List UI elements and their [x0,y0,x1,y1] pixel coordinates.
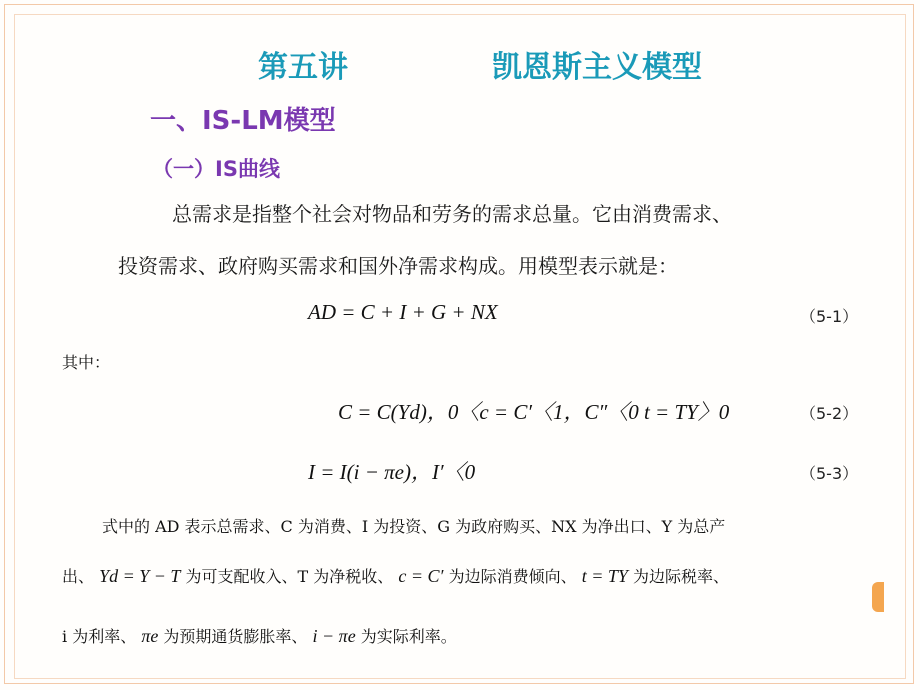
note-line-2 [62,564,729,587]
note-line-3 [62,624,457,647]
note-3-math-2: i − πe [312,626,356,646]
title-lecture: 第五讲 [258,50,348,85]
equation-5-2: C = C(Yd)，0〈c = C′〈1，C″〈0 t = TY〉0 [338,400,730,424]
equation-number-5-1: （5-1） [800,307,859,326]
note-3-part-a: i 为利率、 [62,627,137,646]
title-topic: 凯恩斯主义模型 [492,50,702,85]
note-line-1: 式中的 AD 表示总需求、C 为消费、I 为投资、G 为政府购买、NX 为净出口、Y 为总产 [102,517,726,536]
note-3-math-1: πe [141,626,159,646]
note-2-part-b: 为可支配收入、T 为净税收、 [185,567,394,586]
equation-5-3: I = I(i − πe)，I′〈0 [308,460,476,484]
note-2-part-a: 出、 [62,567,95,586]
note-2-math-3: t = TY [581,566,628,586]
note-3-part-b: 为预期通货膨胀率、 [163,627,308,646]
paragraph-line-1: 总需求是指整个社会对物品和劳务的需求总量。它由消费需求、 [172,202,732,226]
note-2-part-d: 为边际税率、 [632,567,729,586]
equation-number-5-2: （5-2） [800,404,859,423]
side-tab [872,582,884,612]
heading-2: （一）IS曲线 [152,157,280,181]
paragraph-line-2: 投资需求、政府购买需求和国外净需求构成。用模型表示就是： [118,254,678,278]
where-label: 其中： [62,353,111,372]
note-2-math-1: Yd = Y − T [99,566,181,586]
note-2-part-c: 为边际消费倾向、 [448,567,577,586]
heading-1: 一、IS-LM模型 [150,106,336,136]
note-3-part-c: 为实际利率。 [360,627,457,646]
note-2-math-2: c = C′ [398,566,444,586]
slide-title [0,40,920,88]
equation-number-5-3: （5-3） [800,464,859,483]
equation-5-1: AD = C + I + G + NX [308,300,498,324]
